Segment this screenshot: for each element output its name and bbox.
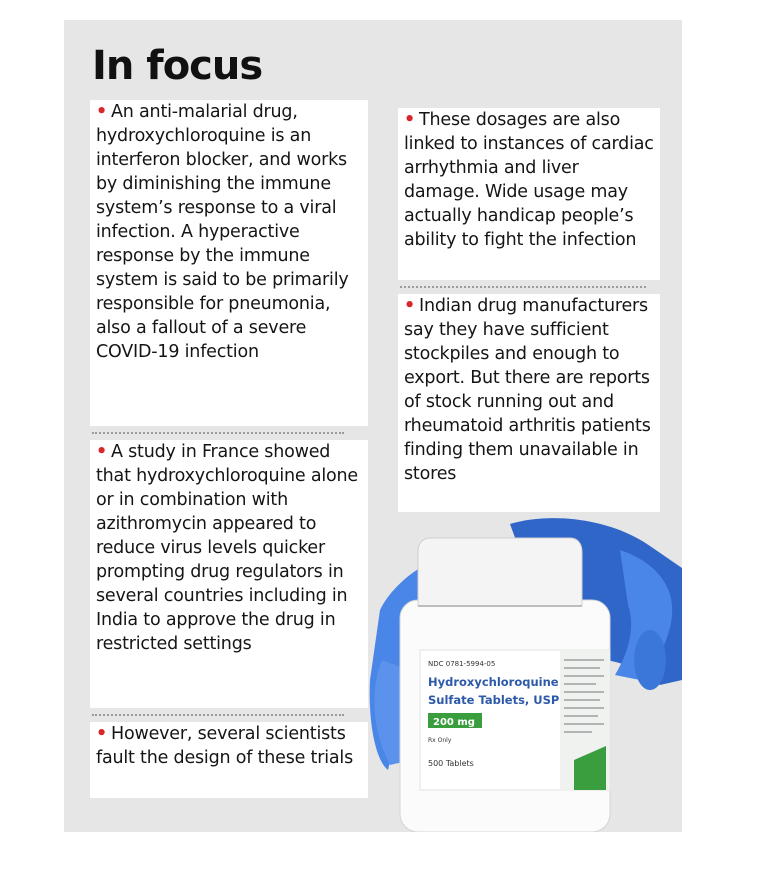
list-item: • However, several scientists fault the design of these trials [96, 724, 353, 768]
right-item-1-box [398, 108, 660, 280]
list-item: • Indian drug manufacturers say they have sufficient stockpiles and enough to export. But there are reports of stock running out and rheumatoid arthritis patients finding them unavailable in stores [404, 296, 651, 484]
page-title: In focus [92, 43, 263, 89]
left-item-3-box [90, 722, 368, 798]
left-item-2-box [90, 440, 368, 708]
dose-badge: 200 mg [433, 717, 475, 728]
right-item-2-box [398, 294, 660, 512]
drug-name: Hydroxychloroquine [428, 675, 559, 689]
list-item: • A study in France showed that hydroxychloroquine alone or in combination with azithromycin appeared to reduce virus levels quicker prompting drug regulators in several countries including in India to approve the drug in restricted settings [96, 442, 358, 654]
left-item-1-box [90, 100, 368, 426]
dotted-divider [92, 432, 344, 434]
dotted-divider [400, 286, 646, 288]
bullet-icon: • [96, 442, 107, 462]
list-item: • These dosages are also linked to instances of cardiac arrhythmia and liver damage. Wide usage may actually handicap people’s ability to fight the infection [404, 110, 654, 250]
drug-form: Sulfate Tablets, USP [428, 693, 560, 707]
tablet-count: 500 Tablets [428, 759, 474, 768]
pill-bottle-photo [360, 510, 682, 832]
rx-only: Rx Only [428, 737, 452, 744]
list-item: • An anti-malarial drug, hydroxychloroquine is an interferon blocker, and works by diminishing the immune system’s response to a viral infection. A hyperactive response by the immune system is said to be primarily responsible for pneumonia, also a fallout of a severe COVID-19 infection [96, 102, 349, 362]
bullet-icon: • [96, 724, 107, 744]
bullet-icon: • [404, 110, 415, 130]
dotted-divider [92, 714, 344, 716]
bullet-icon: • [96, 102, 107, 122]
bullet-icon: • [404, 296, 415, 316]
ndc-code: NDC 0781-5994-05 [428, 660, 496, 668]
